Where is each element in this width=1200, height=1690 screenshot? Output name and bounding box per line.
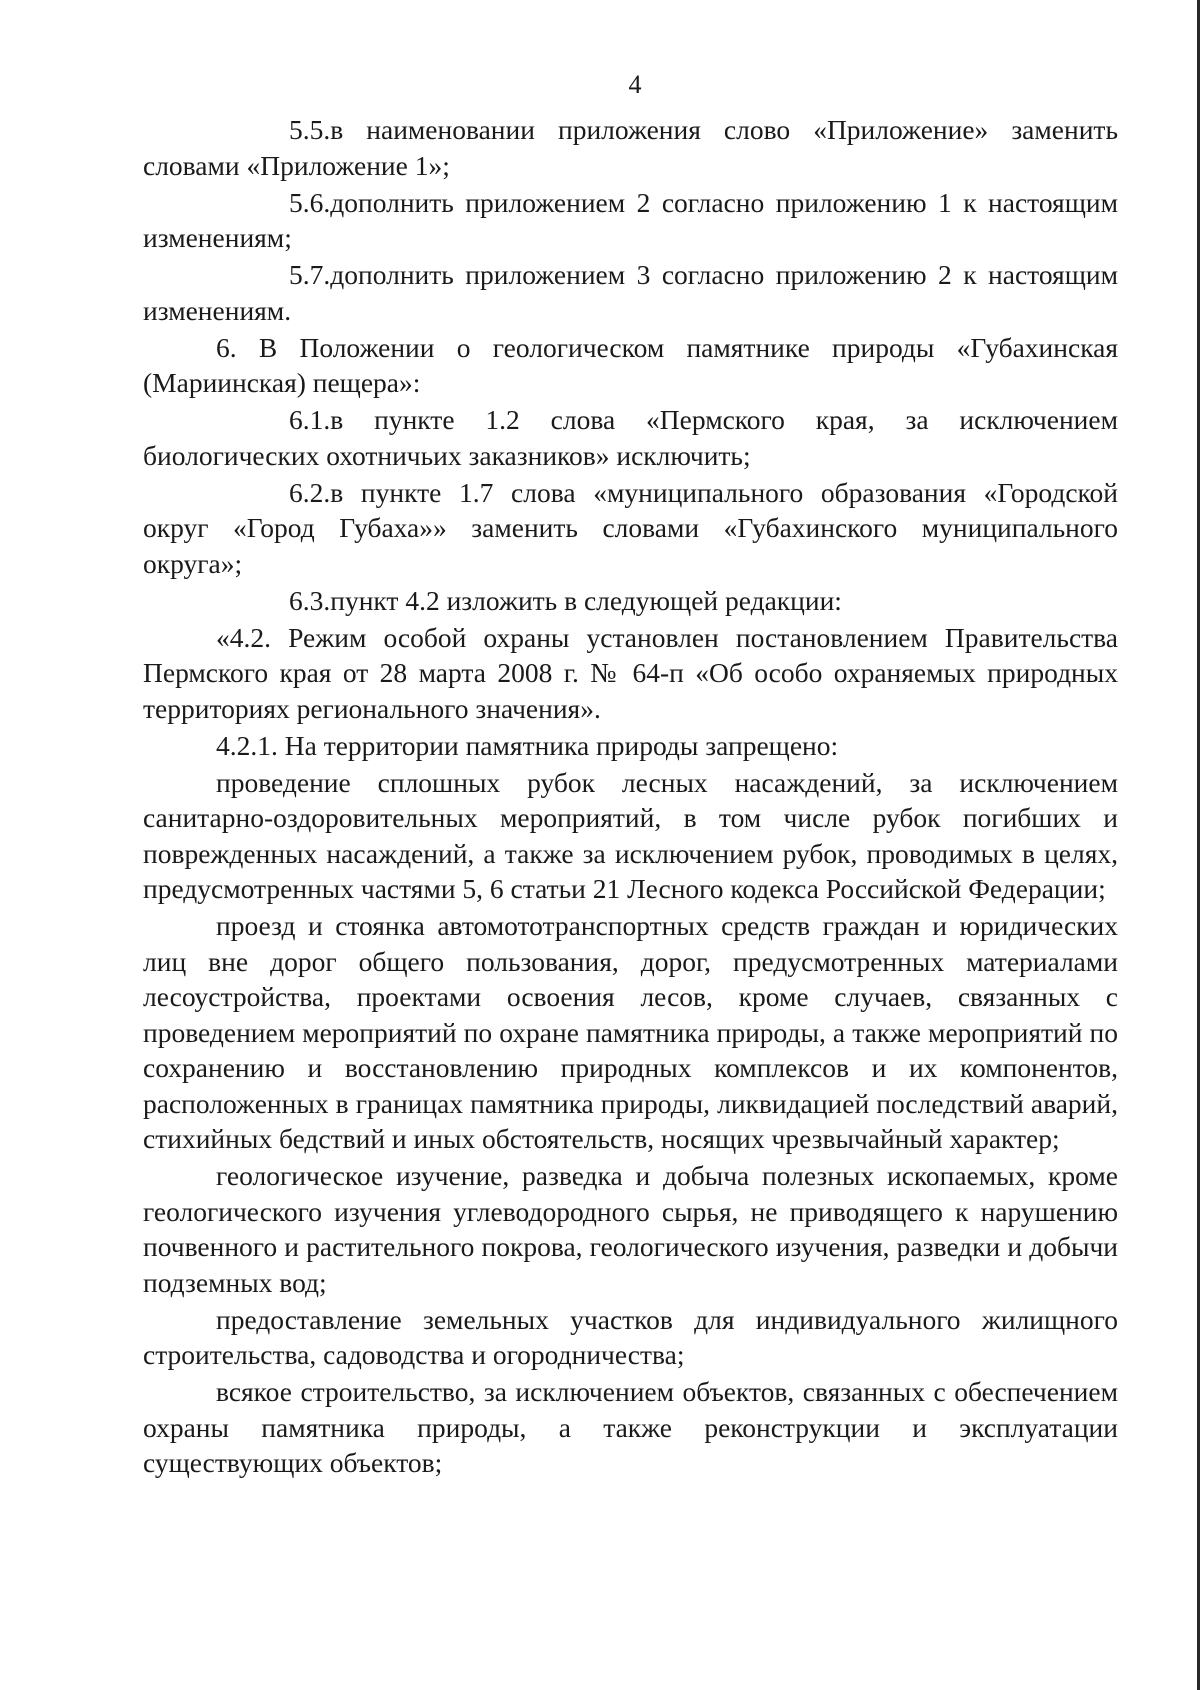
prohibition-vehicles (143, 908, 1118, 1157)
item-number: 6.3. (289, 584, 331, 616)
item-number: 5.5. (289, 114, 331, 145)
paragraph-6-1 (143, 402, 1118, 473)
item-number: 6.1. (289, 404, 331, 435)
paragraph-text: в пункте 1.2 слова «Пермского края, за исключением биологических охотничьих заказников» исключить; (143, 404, 1118, 471)
paragraph-5-7 (143, 257, 1118, 328)
paragraph-text: в наименовании приложения слово «Приложение» заменить словами «Приложение 1»; (143, 114, 1118, 181)
paragraph-text: проведение сплошных рубок лесных насаждений, за исключением санитарно-оздоровительных мероприятий, в том числе рубок погибших и поврежденных насаждений, а также за исключением рубок, проводимых в целях, предусмотренных частями 5, 6 статьи 21 Лесного кодекса Российской Федерации; (143, 766, 1118, 904)
paragraph-text: в пункте 1.7 слова «муниципального образования «Городской округ «Город Губаха»» заменить словами «Губахинского муниципального округа»; (143, 476, 1118, 579)
paragraph-text: предоставление земельных участков для индивидуального жилищного строительства, садоводства и огородничества; (143, 1303, 1118, 1370)
document-body (143, 112, 1118, 1482)
paragraph-5-6 (143, 185, 1118, 256)
prohibition-construction (143, 1374, 1118, 1481)
paragraph-text: геологическое изучение, разведка и добыча полезных ископаемых, кроме геологического изучения углеводородного сырья, не приводящего к нарушению почвенного и растительного покрова, геологического изучения, разведки и добычи подземных вод; (143, 1160, 1118, 1298)
paragraph-text: 6. В Положении о геологическом памятнике природы «Губахинская (Мариинская) пещера»: (143, 331, 1118, 398)
paragraph-text: проезд и стоянка автомототранспортных средств граждан и юридических лиц вне дорог общего пользования, дорог, предусмотренных материалами лесоустройства, проектами освоения лесов, кроме случаев, связанных с проведением мероприятий по охране памятника природы, а также мероприятий по сохранению и восстановлению природных комплексов и их компонентов, расположенных в границах памятника природы, ликвидацией последствий аварий, стихийных бедствий и иных обстоятельств, носящих чрезвычайный характер; (143, 910, 1118, 1154)
paragraph-4-2-1 (143, 728, 1118, 764)
paragraph-text: всякое строительство, за исключением объектов, связанных с обеспечением охраны памятника природы, а также реконструкции и эксплуатации существующих объектов; (143, 1376, 1118, 1478)
prohibition-clearcutting (143, 765, 1118, 907)
page-number: 4 (628, 70, 642, 99)
item-number: 5.6. (289, 186, 331, 218)
paragraph-text: 4.2.1. На территории памятника природы запрещено: (216, 729, 839, 761)
paragraph-6-2 (143, 475, 1118, 582)
prohibition-geology (143, 1158, 1118, 1300)
paragraph-6 (143, 330, 1118, 401)
prohibition-land-plots (143, 1302, 1118, 1373)
paragraph-text: пункт 4.2 изложить в следующей редакции: (330, 584, 842, 616)
paragraph-text: дополнить приложением 3 согласно приложению 2 к настоящим изменениям. (143, 259, 1118, 326)
item-number: 5.7. (289, 259, 331, 290)
paragraph-5-5 (143, 112, 1118, 183)
paragraph-6-3 (143, 583, 1118, 619)
item-number: 6.2. (289, 476, 331, 508)
paragraph-4-2 (143, 620, 1118, 727)
paragraph-text: дополнить приложением 2 согласно приложению 1 к настоящим изменениям; (143, 186, 1118, 253)
paragraph-text: «4.2. Режим особой охраны установлен постановлением Правительства Пермского края от 28 марта 2008 г. № 64-п «Об особо охраняемых природных территориях регионального значения». (143, 621, 1118, 724)
